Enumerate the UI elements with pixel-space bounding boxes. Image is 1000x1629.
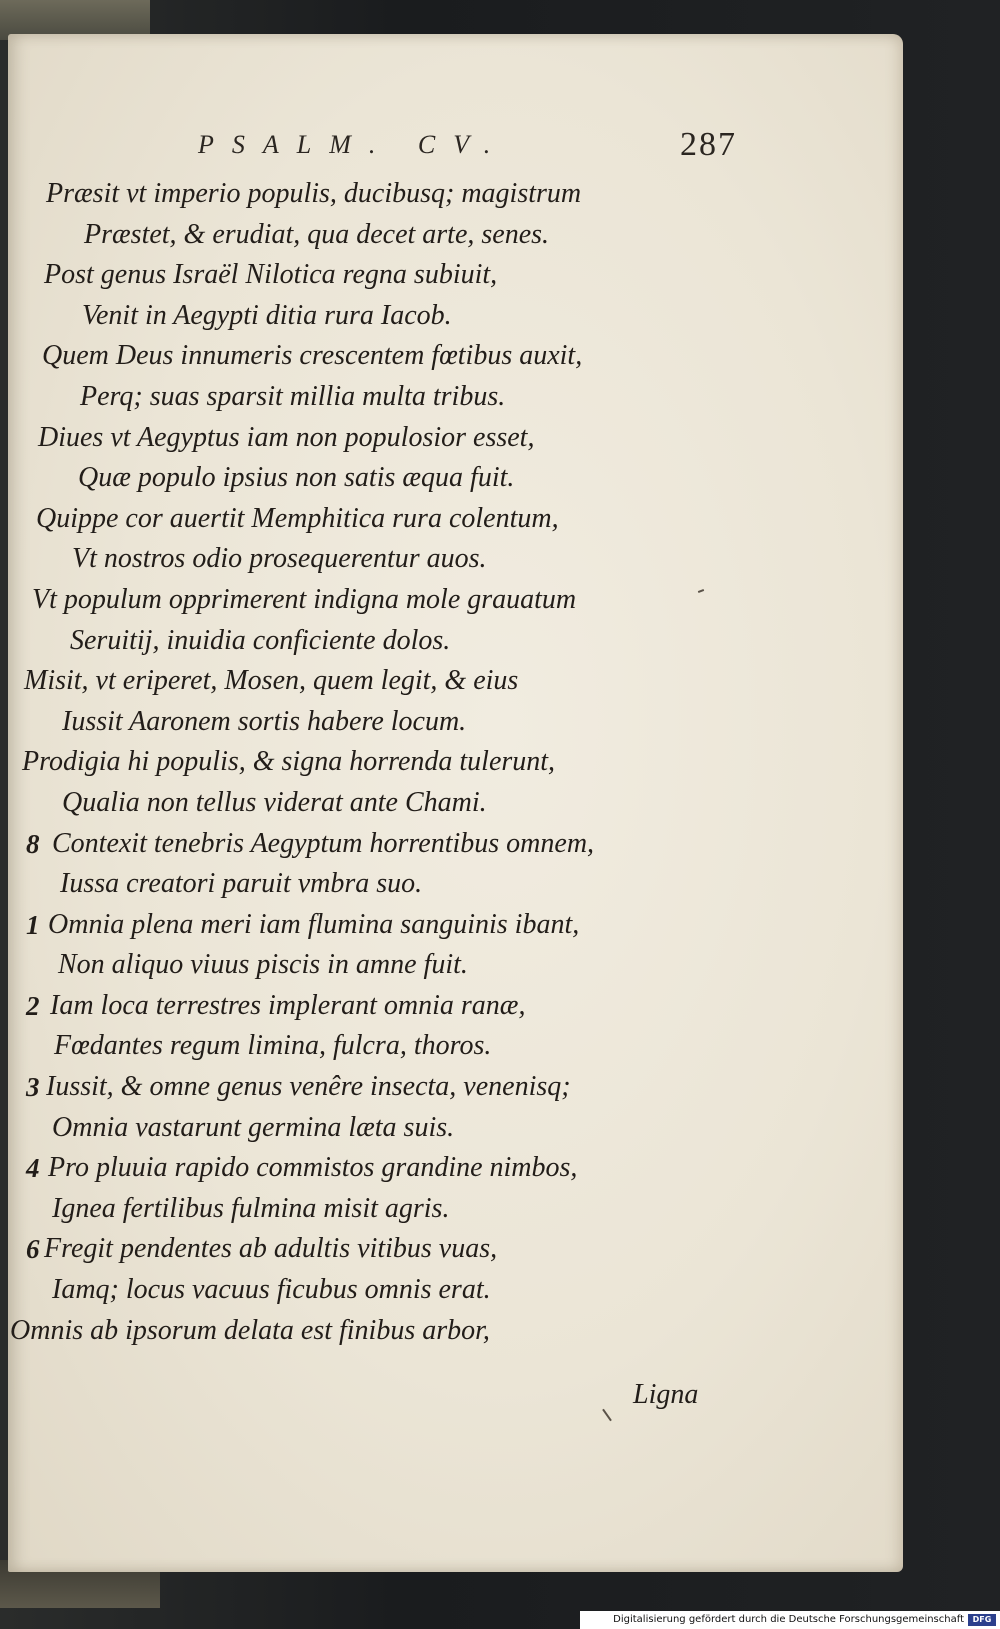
verse-line [8, 539, 903, 580]
verse-text: Fœdantes regum limina, fulcra, thoros. [54, 1030, 492, 1062]
verse-text: Qualia non tellus viderat ante Chami. [62, 786, 487, 818]
verse-text: Quem Deus innumeris crescentem fœtibus auxit, [42, 340, 583, 372]
verse-line [8, 945, 903, 986]
verse-line [8, 377, 903, 418]
dfg-logo: DFG [968, 1614, 996, 1626]
footer-credit: Digitalisierung gefördert durch die Deutsche Forschungsgemeinschaft [613, 1614, 964, 1625]
verse-line [8, 580, 903, 621]
verse-text: Quæ populo ipsius non satis æqua fuit. [78, 462, 515, 494]
verse-line [8, 1189, 903, 1230]
verse-line [8, 986, 903, 1027]
verse-text: Vt nostros odio prosequerentur auos. [72, 543, 487, 575]
verse-line [8, 702, 903, 743]
verse-text: Omnia vastarunt germina læta suis. [52, 1111, 455, 1143]
verse-line [8, 864, 903, 905]
verse-number: 4 [26, 1153, 40, 1184]
verse-line [8, 1229, 903, 1270]
verse-line [8, 1026, 903, 1067]
catchword: Ligna [633, 1379, 699, 1410]
verse-text: Seruitij, inuidia conficiente dolos. [70, 624, 451, 656]
verse-text: Quippe cor auertit Memphitica rura colentum, [36, 502, 559, 534]
verse-line [8, 215, 903, 256]
digitization-footer [580, 1611, 1000, 1629]
verse-line [8, 458, 903, 499]
verse-text: Iussit Aaronem sortis habere locum. [62, 705, 467, 737]
page-header [8, 126, 903, 170]
verse-line [8, 255, 903, 296]
verse-text: Præstet, & erudiat, qua decet arte, senes. [84, 218, 550, 250]
verse-text: Prodigia hi populis, & signa horrenda tulerunt, [22, 746, 556, 778]
verse-text: Omnis ab ipsorum delata est finibus arbor, [10, 1314, 490, 1346]
verse-text: Fregit pendentes ab adultis vitibus vuas, [44, 1233, 498, 1265]
verse-line [8, 296, 903, 337]
verse-line [8, 418, 903, 459]
verse-text: Non aliquo viuus piscis in amne fuit. [58, 949, 468, 981]
verse-number: 1 [26, 909, 40, 940]
book-page [8, 34, 903, 1572]
verse-line [8, 336, 903, 377]
verse-text: Iussa creatori paruit vmbra suo. [60, 868, 423, 900]
verse-line [8, 499, 903, 540]
verse-line [8, 783, 903, 824]
verse-text: Iam loca terrestres implerant omnia ranæ, [50, 989, 526, 1021]
verse-text: Perq; suas sparsit millia multa tribus. [80, 380, 506, 412]
verse-line [8, 905, 903, 946]
verse-text: Præsit vt imperio populis, ducibusq; magistrum [46, 178, 582, 209]
verse-text: Omnia plena meri iam flumina sanguinis ibant, [48, 908, 580, 940]
verse-text: Contexit tenebris Aegyptum horrentibus omnem, [52, 827, 595, 859]
verse-text: Misit, vt eriperet, Mosen, quem legit, & eius [24, 665, 519, 697]
verse-text: Pro pluuia rapido commistos grandine nimbos, [48, 1152, 578, 1184]
verse-line [8, 661, 903, 702]
verse-text: Iamq; locus vacuus ficubus omnis erat. [52, 1274, 491, 1306]
verse-line [8, 1311, 903, 1352]
verse-number: 2 [26, 990, 40, 1021]
verse-line [8, 742, 903, 783]
verse-text: Vt populum opprimerent indigna mole grauatum [32, 583, 577, 615]
verse-line [8, 1270, 903, 1311]
verse-text: Iussit, & omne genus venêre insecta, venenisq; [46, 1071, 571, 1103]
verse-text: Post genus Israël Nilotica regna subiuit, [44, 259, 498, 291]
verse-line [8, 824, 903, 865]
verse-line [8, 1108, 903, 1149]
verse-number: 3 [26, 1072, 40, 1103]
verse-line [8, 1067, 903, 1108]
verse-number: 8 [26, 828, 40, 859]
page-number: 287 [680, 126, 737, 163]
verse-text: Diues vt Aegyptus iam non populosior esset, [38, 421, 535, 453]
verse-text: Ignea fertilibus fulmina misit agris. [52, 1192, 450, 1224]
ink-speck [602, 1409, 612, 1422]
verse-number: 6 [26, 1234, 40, 1265]
running-head: PSALM. CV. [198, 130, 509, 159]
verse-line [8, 174, 903, 215]
verse-line [8, 1148, 903, 1189]
verse-list [8, 174, 903, 1351]
verse-line [8, 621, 903, 662]
verse-text: Venit in Aegypti ditia rura Iacob. [82, 299, 452, 331]
